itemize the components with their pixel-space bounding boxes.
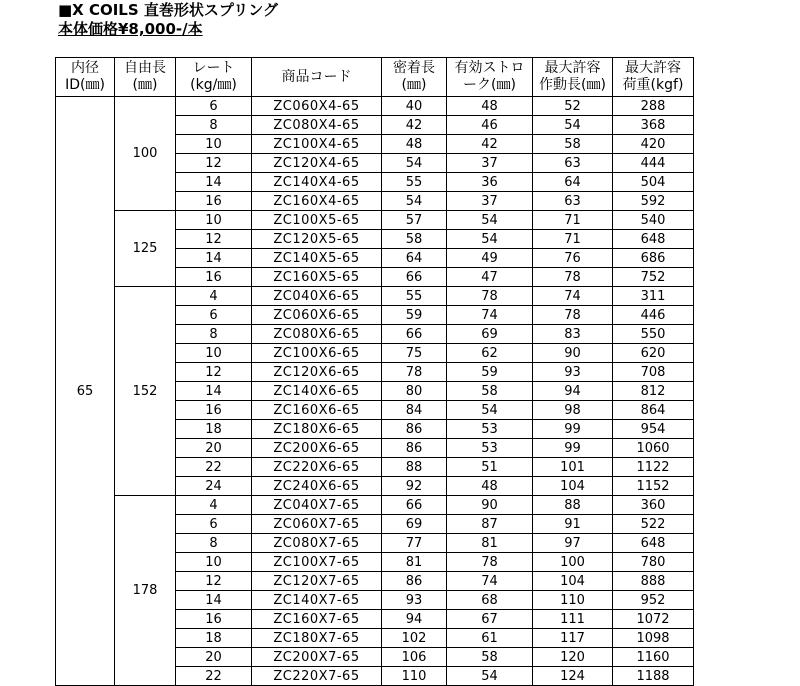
solid-length-cell: 92 [382, 477, 447, 496]
rate-cell: 20 [176, 439, 252, 458]
max-working-length-cell: 124 [533, 667, 613, 686]
rate-cell: 16 [176, 268, 252, 287]
max-working-length-cell: 78 [533, 268, 613, 287]
effective-stroke-cell: 48 [447, 477, 533, 496]
effective-stroke-cell: 74 [447, 306, 533, 325]
rate-cell: 22 [176, 667, 252, 686]
solid-length-cell: 48 [382, 135, 447, 154]
product-code-cell: ZC080X6-65 [252, 325, 382, 344]
rate-cell: 24 [176, 477, 252, 496]
rate-cell: 16 [176, 401, 252, 420]
product-code-cell: ZC060X4-65 [252, 97, 382, 116]
effective-stroke-cell: 67 [447, 610, 533, 629]
effective-stroke-cell: 54 [447, 230, 533, 249]
solid-length-cell: 81 [382, 553, 447, 572]
solid-length-cell: 86 [382, 439, 447, 458]
rate-cell: 20 [176, 648, 252, 667]
max-working-length-cell: 71 [533, 211, 613, 230]
solid-length-cell: 42 [382, 116, 447, 135]
effective-stroke-cell: 58 [447, 648, 533, 667]
max-load-cell: 780 [613, 553, 694, 572]
max-working-length-cell: 64 [533, 173, 613, 192]
solid-length-cell: 77 [382, 534, 447, 553]
max-load-cell: 1122 [613, 458, 694, 477]
rate-cell: 18 [176, 420, 252, 439]
header-max-load: 最大許容 荷重(kgf) [613, 58, 694, 97]
max-load-cell: 360 [613, 496, 694, 515]
solid-length-cell: 66 [382, 325, 447, 344]
rate-cell: 4 [176, 496, 252, 515]
max-working-length-cell: 104 [533, 477, 613, 496]
solid-length-cell: 55 [382, 173, 447, 192]
header-row [56, 58, 694, 97]
inner-diameter-cell: 65 [56, 97, 115, 686]
rate-cell: 6 [176, 97, 252, 116]
effective-stroke-cell: 53 [447, 420, 533, 439]
product-code-cell: ZC180X7-65 [252, 629, 382, 648]
header-effective-stroke: 有効ストロ ーク(㎜) [447, 58, 533, 97]
max-working-length-cell: 104 [533, 572, 613, 591]
max-working-length-cell: 90 [533, 344, 613, 363]
effective-stroke-cell: 42 [447, 135, 533, 154]
solid-length-cell: 110 [382, 667, 447, 686]
max-working-length-cell: 99 [533, 439, 613, 458]
max-load-cell: 648 [613, 534, 694, 553]
effective-stroke-cell: 90 [447, 496, 533, 515]
max-working-length-cell: 97 [533, 534, 613, 553]
solid-length-cell: 106 [382, 648, 447, 667]
table-row [56, 211, 694, 230]
max-load-cell: 522 [613, 515, 694, 534]
product-code-cell: ZC140X5-65 [252, 249, 382, 268]
rate-cell: 6 [176, 306, 252, 325]
max-load-cell: 1060 [613, 439, 694, 458]
effective-stroke-cell: 61 [447, 629, 533, 648]
product-code-cell: ZC120X7-65 [252, 572, 382, 591]
table-row [56, 287, 694, 306]
product-code-cell: ZC060X7-65 [252, 515, 382, 534]
product-code-cell: ZC140X6-65 [252, 382, 382, 401]
max-working-length-cell: 117 [533, 629, 613, 648]
header-inner-diameter: 内径 ID(㎜) [56, 58, 115, 97]
effective-stroke-cell: 78 [447, 287, 533, 306]
free-length-cell: 100 [115, 97, 176, 211]
solid-length-cell: 54 [382, 154, 447, 173]
max-load-cell: 620 [613, 344, 694, 363]
rate-cell: 22 [176, 458, 252, 477]
effective-stroke-cell: 58 [447, 382, 533, 401]
max-working-length-cell: 78 [533, 306, 613, 325]
header-rate: レート (kg/㎜) [176, 58, 252, 97]
effective-stroke-cell: 68 [447, 591, 533, 610]
solid-length-cell: 40 [382, 97, 447, 116]
free-length-cell: 178 [115, 496, 176, 686]
max-load-cell: 1160 [613, 648, 694, 667]
effective-stroke-cell: 37 [447, 154, 533, 173]
effective-stroke-cell: 54 [447, 211, 533, 230]
solid-length-cell: 75 [382, 344, 447, 363]
rate-cell: 10 [176, 553, 252, 572]
rate-cell: 12 [176, 154, 252, 173]
max-working-length-cell: 94 [533, 382, 613, 401]
product-code-cell: ZC160X7-65 [252, 610, 382, 629]
product-code-cell: ZC100X7-65 [252, 553, 382, 572]
rate-cell: 4 [176, 287, 252, 306]
free-length-cell: 125 [115, 211, 176, 287]
product-code-cell: ZC120X6-65 [252, 363, 382, 382]
effective-stroke-cell: 53 [447, 439, 533, 458]
solid-length-cell: 80 [382, 382, 447, 401]
max-working-length-cell: 91 [533, 515, 613, 534]
max-load-cell: 311 [613, 287, 694, 306]
max-working-length-cell: 101 [533, 458, 613, 477]
max-load-cell: 420 [613, 135, 694, 154]
effective-stroke-cell: 48 [447, 97, 533, 116]
product-code-cell: ZC080X7-65 [252, 534, 382, 553]
max-load-cell: 540 [613, 211, 694, 230]
max-working-length-cell: 98 [533, 401, 613, 420]
effective-stroke-cell: 46 [447, 116, 533, 135]
solid-length-cell: 94 [382, 610, 447, 629]
product-code-cell: ZC060X6-65 [252, 306, 382, 325]
product-code-cell: ZC220X6-65 [252, 458, 382, 477]
product-code-cell: ZC200X6-65 [252, 439, 382, 458]
rate-cell: 10 [176, 211, 252, 230]
solid-length-cell: 54 [382, 192, 447, 211]
rate-cell: 12 [176, 230, 252, 249]
rate-cell: 8 [176, 534, 252, 553]
effective-stroke-cell: 69 [447, 325, 533, 344]
rate-cell: 14 [176, 173, 252, 192]
max-load-cell: 444 [613, 154, 694, 173]
product-code-cell: ZC160X5-65 [252, 268, 382, 287]
solid-length-cell: 55 [382, 287, 447, 306]
solid-length-cell: 86 [382, 572, 447, 591]
max-working-length-cell: 88 [533, 496, 613, 515]
max-load-cell: 864 [613, 401, 694, 420]
solid-length-cell: 64 [382, 249, 447, 268]
rate-cell: 14 [176, 382, 252, 401]
max-working-length-cell: 111 [533, 610, 613, 629]
rate-cell: 16 [176, 610, 252, 629]
max-working-length-cell: 63 [533, 192, 613, 211]
max-load-cell: 288 [613, 97, 694, 116]
rate-cell: 8 [176, 116, 252, 135]
free-length-cell: 152 [115, 287, 176, 496]
solid-length-cell: 69 [382, 515, 447, 534]
effective-stroke-cell: 51 [447, 458, 533, 477]
effective-stroke-cell: 49 [447, 249, 533, 268]
product-code-cell: ZC160X4-65 [252, 192, 382, 211]
header-solid-length: 密着長 (㎜) [382, 58, 447, 97]
max-load-cell: 446 [613, 306, 694, 325]
solid-length-cell: 102 [382, 629, 447, 648]
solid-length-cell: 93 [382, 591, 447, 610]
max-load-cell: 504 [613, 173, 694, 192]
max-load-cell: 812 [613, 382, 694, 401]
solid-length-cell: 88 [382, 458, 447, 477]
effective-stroke-cell: 74 [447, 572, 533, 591]
product-code-cell: ZC100X5-65 [252, 211, 382, 230]
solid-length-cell: 58 [382, 230, 447, 249]
solid-length-cell: 78 [382, 363, 447, 382]
catalog-title: ■X COILS 直巻形状スプリング [58, 1, 278, 19]
product-code-cell: ZC140X7-65 [252, 591, 382, 610]
max-working-length-cell: 83 [533, 325, 613, 344]
product-code-cell: ZC120X4-65 [252, 154, 382, 173]
max-working-length-cell: 58 [533, 135, 613, 154]
max-working-length-cell: 120 [533, 648, 613, 667]
max-working-length-cell: 100 [533, 553, 613, 572]
rate-cell: 6 [176, 515, 252, 534]
rate-cell: 10 [176, 135, 252, 154]
product-code-cell: ZC080X4-65 [252, 116, 382, 135]
max-load-cell: 1188 [613, 667, 694, 686]
table-row [56, 496, 694, 515]
max-load-cell: 1098 [613, 629, 694, 648]
max-working-length-cell: 74 [533, 287, 613, 306]
rate-cell: 12 [176, 572, 252, 591]
effective-stroke-cell: 47 [447, 268, 533, 287]
effective-stroke-cell: 62 [447, 344, 533, 363]
max-load-cell: 708 [613, 363, 694, 382]
effective-stroke-cell: 54 [447, 667, 533, 686]
table-row [56, 97, 694, 116]
solid-length-cell: 66 [382, 268, 447, 287]
rate-cell: 16 [176, 192, 252, 211]
max-working-length-cell: 63 [533, 154, 613, 173]
max-working-length-cell: 93 [533, 363, 613, 382]
max-load-cell: 648 [613, 230, 694, 249]
max-load-cell: 752 [613, 268, 694, 287]
effective-stroke-cell: 81 [447, 534, 533, 553]
effective-stroke-cell: 37 [447, 192, 533, 211]
max-working-length-cell: 76 [533, 249, 613, 268]
effective-stroke-cell: 36 [447, 173, 533, 192]
max-load-cell: 954 [613, 420, 694, 439]
header-max-working-length: 最大許容 作動長(㎜) [533, 58, 613, 97]
max-load-cell: 888 [613, 572, 694, 591]
product-code-cell: ZC220X7-65 [252, 667, 382, 686]
max-load-cell: 368 [613, 116, 694, 135]
product-code-cell: ZC160X6-65 [252, 401, 382, 420]
solid-length-cell: 66 [382, 496, 447, 515]
rate-cell: 14 [176, 249, 252, 268]
product-code-cell: ZC240X6-65 [252, 477, 382, 496]
product-code-cell: ZC120X5-65 [252, 230, 382, 249]
max-load-cell: 686 [613, 249, 694, 268]
rate-cell: 10 [176, 344, 252, 363]
max-load-cell: 1072 [613, 610, 694, 629]
header-free-length: 自由長 (㎜) [115, 58, 176, 97]
product-code-cell: ZC140X4-65 [252, 173, 382, 192]
product-code-cell: ZC040X6-65 [252, 287, 382, 306]
solid-length-cell: 59 [382, 306, 447, 325]
max-load-cell: 1152 [613, 477, 694, 496]
max-working-length-cell: 54 [533, 116, 613, 135]
max-load-cell: 550 [613, 325, 694, 344]
spring-spec-table [55, 57, 694, 686]
solid-length-cell: 86 [382, 420, 447, 439]
effective-stroke-cell: 59 [447, 363, 533, 382]
solid-length-cell: 57 [382, 211, 447, 230]
effective-stroke-cell: 87 [447, 515, 533, 534]
rate-cell: 18 [176, 629, 252, 648]
product-code-cell: ZC180X6-65 [252, 420, 382, 439]
price-line: 本体価格¥8,000-/本 [58, 20, 203, 38]
rate-cell: 12 [176, 363, 252, 382]
rate-cell: 8 [176, 325, 252, 344]
max-working-length-cell: 99 [533, 420, 613, 439]
effective-stroke-cell: 54 [447, 401, 533, 420]
max-working-length-cell: 71 [533, 230, 613, 249]
solid-length-cell: 84 [382, 401, 447, 420]
max-load-cell: 592 [613, 192, 694, 211]
max-working-length-cell: 110 [533, 591, 613, 610]
effective-stroke-cell: 78 [447, 553, 533, 572]
max-working-length-cell: 52 [533, 97, 613, 116]
header-product-code: 商品コード [252, 58, 382, 97]
product-code-cell: ZC200X7-65 [252, 648, 382, 667]
max-load-cell: 952 [613, 591, 694, 610]
rate-cell: 14 [176, 591, 252, 610]
product-code-cell: ZC100X4-65 [252, 135, 382, 154]
product-code-cell: ZC100X6-65 [252, 344, 382, 363]
product-code-cell: ZC040X7-65 [252, 496, 382, 515]
